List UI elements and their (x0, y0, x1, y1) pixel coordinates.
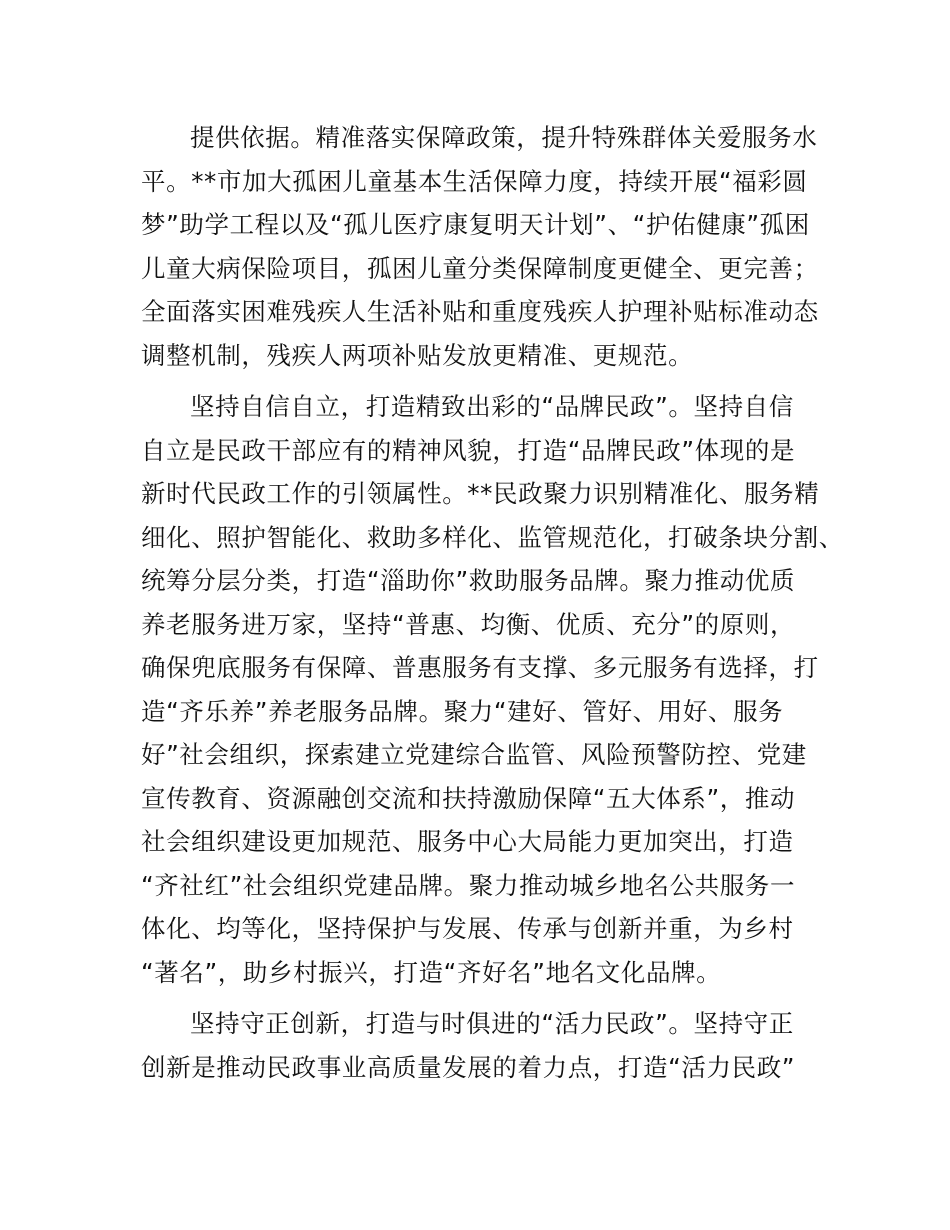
text-line: 宣传教育、资源融创交流和扶持激励保障“五大体系”，推动 (141, 783, 796, 813)
text-line: 细化、照护智能化、救助多样化、监管规范化，打破条块分割、 (141, 522, 844, 552)
text-line: “齐社红”社会组织党建品牌。聚力推动城乡地名公共服务一 (141, 870, 796, 900)
text-line: 造“齐乐养”养老服务品牌。聚力“建好、管好、用好、服务 (141, 696, 784, 726)
text-line: “著名”，助乡村振兴，打造“齐好名”地名文化品牌。 (141, 957, 722, 987)
text-line: 新时代民政工作的引领属性。**民政聚力识别精准化、服务精 (141, 479, 820, 508)
text-line: 确保兜底服务有保障、普惠服务有支撑、多元服务有选择，打 (141, 653, 819, 682)
text-line: 全面落实困难残疾人生活补贴和重度残疾人护理补贴标准动态 (141, 297, 819, 326)
text-line: 养老服务进万家，坚持“普惠、均衡、优质、充分”的原则， (141, 609, 796, 639)
text-line: 平。**市加大孤困儿童基本生活保障力度，持续开展“福彩圆 (141, 166, 808, 196)
text-line: 坚持守正创新，打造与时俱进的“活力民政”。坚持守正 (190, 1009, 794, 1038)
text-line: 提供依据。精准落实保障政策，提升特殊群体关爱服务水 (190, 123, 818, 152)
paragraph-1 (141, 116, 823, 377)
text-line: 儿童大病保险项目，孤困儿童分类保障制度更健全、更完善； (141, 253, 819, 283)
text-line: 创新是推动民政事业高质量发展的着力点，打造“活力民政” (141, 1052, 796, 1082)
paragraph-2 (141, 385, 844, 994)
text-line: 体化、均等化，坚持保护与发展、传承与创新并重，为乡村 (141, 914, 794, 943)
text-line: 自立是民政干部应有的精神风貌，打造“品牌民政”体现的是 (141, 435, 796, 465)
document-body (141, 116, 844, 1097)
text-line: 坚持自信自立，打造精致出彩的“品牌民政”。坚持自信 (190, 392, 794, 421)
paragraph-3 (141, 1002, 823, 1089)
text-line: 好”社会组织，探索建立党建综合监管、风险预警防控、党建 (141, 740, 807, 769)
text-line: 梦”助学工程以及“孤儿医疗康复明天计划”、“护佑健康”孤困 (141, 210, 810, 239)
text-line: 调整机制，残疾人两项补贴发放更精准、更规范。 (141, 340, 694, 370)
text-line: 社会组织建设更加规范、服务中心大局能力更加突出，打造 (141, 827, 794, 856)
text-line: 统筹分层分类，打造“淄助你”救助服务品牌。聚力推动优质 (141, 566, 796, 595)
